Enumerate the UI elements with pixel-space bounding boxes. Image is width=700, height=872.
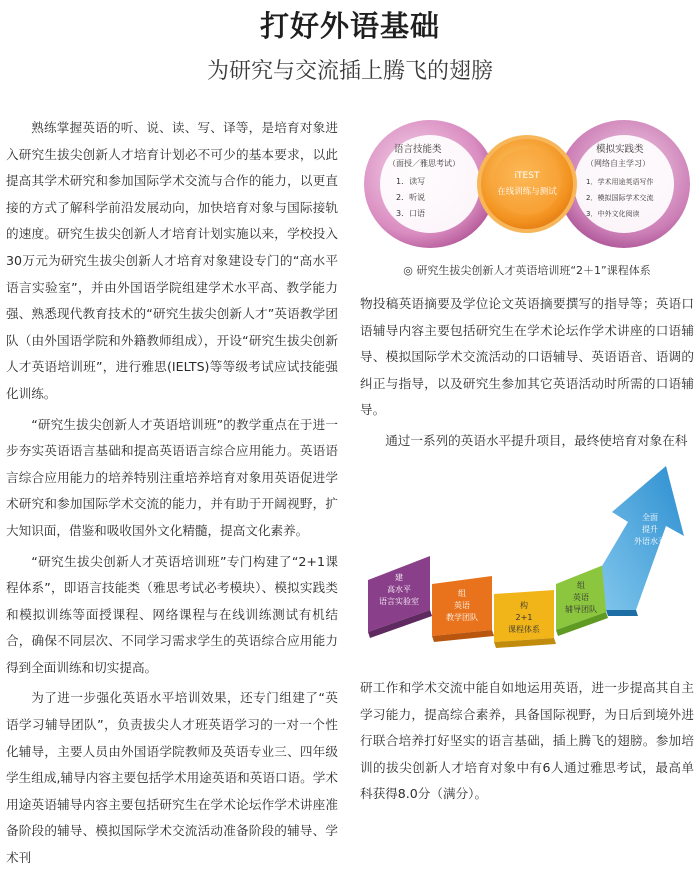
course-system-diagram <box>360 106 694 256</box>
paragraph: 研工作和学术交流中能自如地运用英语，进一步提高其自主学习能力，提高综合素养，具备国际视野，为日后到境外进行联合培养打好坚实的语言基础，插上腾飞的翅膀。参加培训的拔尖创新人才培育对象中有6人通过雅思考试，最高单科获得8.0分（满分）。 <box>360 680 694 802</box>
left-item: 3．口语 <box>396 209 426 218</box>
paragraph: 为了进一步强化英语水平培训效果，还专门组建了“英语学习辅导团队”，负责拔尖人才班英语学习的一对一个性化辅导，主要人员由外国语学院教师及英语专业三、四年级学生组成,辅导内容主要包括学术用途英语和英语口语。学术用途英语辅导内容主要包括研究生在学术论坛作学术讲座准备阶段的辅导、模拟国际学术交流活动准备阶段的辅导、学术刊 <box>6 690 338 866</box>
arrow-label: 外语水平 <box>634 537 666 546</box>
arrow-label: 全面 <box>642 513 658 522</box>
step-label: 英语 <box>573 593 589 602</box>
left-title: 语言技能类 <box>394 144 442 155</box>
right-item: 3．中外文化阅读 <box>586 210 640 218</box>
page-subtitle: 为研究与交流插上腾飞的翅膀 <box>206 59 493 84</box>
figure-caption: ◎ 研究生拔尖创新人才英语培训班“2＋1”课程体系 <box>403 264 651 277</box>
paragraph: 物投稿英语摘要及学位论文英语摘要撰写的指导等；英语口语辅导内容主要包括研究生在学术论坛作学术讲座的口语辅导、模拟国际学术交流活动的口语辅导、英语语音、语调的纠正与指导，以及研究生参加其它英语活动时所需的口语辅导。 <box>360 296 694 418</box>
step-label: 语言实验室 <box>379 597 419 606</box>
paragraph: 熟练掌握英语的听、说、读、写、译等，是培育对象进入研究生拔尖创新人才培育计划必不可少的基本要求，以此提高其学术研究和参加国际学术交流与合作的能力，以更直接的方式了解科学前沿发展动向，加快培育对象与国际接轨的速度。研究生拔尖创新人才培育计划实施以来，学校投入30万元为研究生拔尖创新人才培育对象建设专门的“高水平语言实验室”，并由外国语学院组建学术水平高、教学能力强、熟悉现代教育技术的“研究生拔尖创新人才”英语教学团队（由外国语学院和外籍教师组成），开设“研究生拔尖创新人才英语培训班”，进行雅思(IELTS)等等级考试应试技能强化训练。 <box>6 120 338 401</box>
step-label: 构 <box>520 601 528 610</box>
step-label: 组 <box>458 589 466 598</box>
step-block-1 <box>368 556 430 632</box>
center-sub: 在线训练与测试 <box>497 187 557 197</box>
left-item: 1．读写 <box>396 177 426 186</box>
page-title: 打好外语基础 <box>259 9 440 43</box>
left-text-column <box>6 115 338 866</box>
step-label: 教学团队 <box>446 613 478 622</box>
paragraph: 通过一系列的英语水平提升项目，最终使培育对象在科 <box>385 432 688 448</box>
improvement-staircase-diagram <box>366 460 696 672</box>
right-title: 模拟实践类 <box>596 144 644 155</box>
step-label: 课程体系 <box>508 625 540 634</box>
paragraph: “研究生拔尖创新人才英语培训班”的教学重点在于进一步夯实英语语言基础和提高英语语言综合应用能力。英语语言综合应用能力的培养特别注重培养培育对象用英语促进学术研究和参加国际学术交流的能力，并有助于开阔视野，扩大知识面，借鉴和吸收国外文化精髓，提高文化素养。 <box>6 416 338 538</box>
right-text-column-bottom <box>360 675 694 812</box>
step-label: 英语 <box>454 601 470 610</box>
step-label: 组 <box>577 581 585 590</box>
center-title: iTEST <box>514 171 540 181</box>
right-item: 1．学术用途英语写作 <box>586 178 654 186</box>
right-item: 2．模拟国际学术交流 <box>586 194 654 202</box>
step-label: 建 <box>395 573 403 582</box>
arrow-label: 提升 <box>642 525 658 534</box>
step-label: 辅导团队 <box>565 605 597 614</box>
paragraph: “研究生拔尖创新人才英语培训班”专门构建了“2+1课程体系”，即语言技能类（雅思考试必考模块）、模拟实践类和模拟训练等面授课程、网络课程与在线训练测试有机结合，确保不同层次、不同学习需求学生的英语综合应用能力得到全面训练和切实提高。 <box>6 553 338 675</box>
step-label: 2+1 <box>515 613 533 622</box>
right-text-column-top <box>360 291 694 449</box>
left-item: 2．听说 <box>396 193 426 202</box>
left-sub: （面授／雅思考试） <box>388 159 460 168</box>
step-label: 高水平 <box>387 585 411 594</box>
right-sub: （网络自主学习） <box>586 159 650 168</box>
